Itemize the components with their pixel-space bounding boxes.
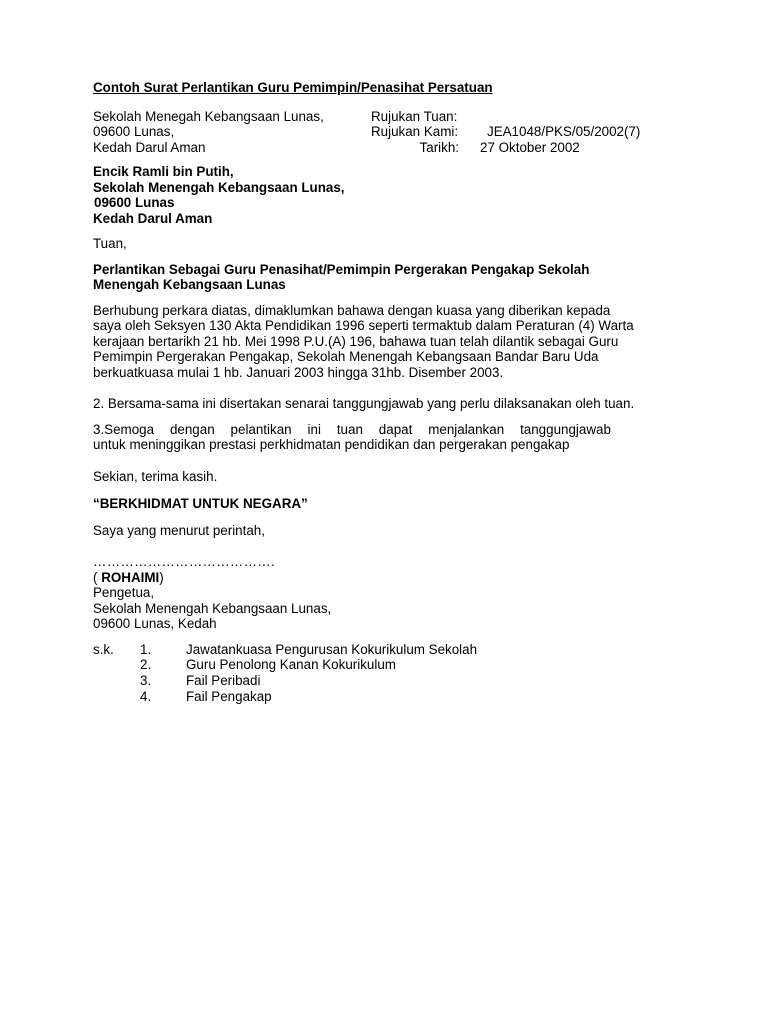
our-reference-value: JEA1048/PKS/05/2002(7) <box>487 124 641 139</box>
body-paragraph-3-line-1 <box>93 422 611 438</box>
cc-item-number: 1. <box>140 641 152 657</box>
closing-remark: Sekian, terima kasih. <box>93 468 218 484</box>
body-paragraph-2 <box>93 396 693 412</box>
cc-item-text: Fail Pengakap <box>186 689 272 705</box>
body-paragraph-1-line: saya oleh Seksyen 130 Akta Pendidikan 1996 seperti termaktub dalam Peraturan (4) Warta <box>93 318 634 333</box>
motto: “BERKHIDMAT UNTUK NEGARA” <box>93 496 308 511</box>
signer-title: Pengetua, <box>93 585 155 600</box>
subject-line-2-wrap <box>93 277 693 293</box>
recipient-address <box>93 164 693 226</box>
cc-item-text: Guru Penolong Kanan Kokurikulum <box>186 657 396 673</box>
date-label: Tarikh: <box>419 139 459 155</box>
sender-address-line-3: Kedah Darul Aman <box>93 139 206 155</box>
sender-address-line-2: 09600 Lunas, <box>93 124 175 139</box>
signer-address: 09600 Lunas, Kedah <box>93 616 217 631</box>
body-paragraph-3 <box>93 422 693 453</box>
signer-school: Sekolah Menengah Kebangsaan Lunas, <box>93 600 332 616</box>
date-value: 27 Oktober 2002 <box>480 139 580 155</box>
cc-item <box>93 642 693 658</box>
header-row-1 <box>93 109 693 125</box>
subject-line-1: Perlantikan Sebagai Guru Penasihat/Pemimpin Pergerakan Pengakap Sekolah <box>93 261 590 277</box>
paragraph-word: menjalankan <box>428 421 505 437</box>
letter-header <box>93 109 693 156</box>
sender-address-line-1: Sekolah Menegah Kebangsaan Lunas, <box>93 108 324 124</box>
cc-item-text: Fail Peribadi <box>186 673 261 689</box>
body-paragraph-1-line: Pemimpin Pergerakan Pengakap, Sekolah Menengah Kebangsaan Bandar Baru Uda <box>93 349 599 364</box>
paragraph-word: 3.Semoga <box>93 421 155 437</box>
document-title: Contoh Surat Perlantikan Guru Pemimpin/Penasihat Persatuan <box>93 80 493 95</box>
paragraph-word: dapat <box>378 421 413 437</box>
body-paragraph-1-line: berkuatkuasa mulai 1 hb. Januari 2003 hingga 31hb. Disember 2003. <box>93 364 504 380</box>
yours-faithfully: Saya yang menurut perintah, <box>93 522 265 538</box>
signer-open-paren: ( <box>93 569 102 585</box>
cc-item-number: 3. <box>140 673 152 689</box>
body-paragraph-2-text: 2. Bersama-sama ini disertakan senarai tanggungjawab yang perlu dilaksanakan oleh tuan. <box>93 396 635 411</box>
signer-name-line <box>93 570 693 586</box>
signer-close-paren: ) <box>159 569 164 585</box>
body-paragraph-3-line-2: untuk meninggikan prestasi perkhidmatan pendidikan dan pergerakan pengakap <box>93 437 570 452</box>
cc-item-number: 4. <box>140 689 152 705</box>
carbon-copy-list <box>93 642 693 706</box>
subject-heading <box>93 262 693 293</box>
recipient-line-3: Kedah Darul Aman <box>93 210 213 226</box>
paragraph-word: dengan <box>169 421 215 437</box>
cc-item <box>93 689 693 705</box>
paragraph-word: pelantikan <box>230 421 292 437</box>
cc-item-text: Jawatankuasa Pengurusan Kokurikulum Sekolah <box>186 641 478 657</box>
salutation: Tuan, <box>93 236 127 251</box>
your-reference-label: Rujukan Tuan: <box>371 108 458 124</box>
signer-block <box>93 570 693 632</box>
letter-page <box>93 80 693 705</box>
cc-label: s.k. <box>93 641 114 657</box>
header-row-3 <box>93 140 693 156</box>
our-reference-label: Rujukan Kami: <box>371 124 459 139</box>
subject-line-2: Menengah Kebangsaan Lunas <box>93 277 286 292</box>
recipient-name: Encik Ramli bin Putih, <box>93 164 234 179</box>
cc-item <box>93 673 693 689</box>
signature-line: …………………………………. <box>93 554 275 569</box>
cc-item-number: 2. <box>140 657 152 673</box>
paragraph-word: tuan <box>336 421 363 437</box>
header-row-2 <box>93 124 693 140</box>
body-paragraph-1-line: Berhubung perkara diatas, dimaklumkan bahawa dengan kuasa yang diberikan kepada <box>93 302 611 318</box>
paragraph-word: ini <box>307 421 321 437</box>
recipient-line-1: Sekolah Menengah Kebangsaan Lunas, <box>93 179 345 195</box>
cc-item <box>93 657 693 673</box>
paragraph-word: tanggungjawab <box>520 421 611 437</box>
body-paragraph-1 <box>93 303 693 381</box>
recipient-line-2: 09600 Lunas <box>94 195 175 210</box>
body-paragraph-1-line: kerajaan bertarikh 21 hb. Mei 1998 P.U.(A) 196, bahawa tuan telah dilantik sebagai Guru <box>93 333 619 349</box>
signer-name: ROHAIMI <box>101 569 160 585</box>
